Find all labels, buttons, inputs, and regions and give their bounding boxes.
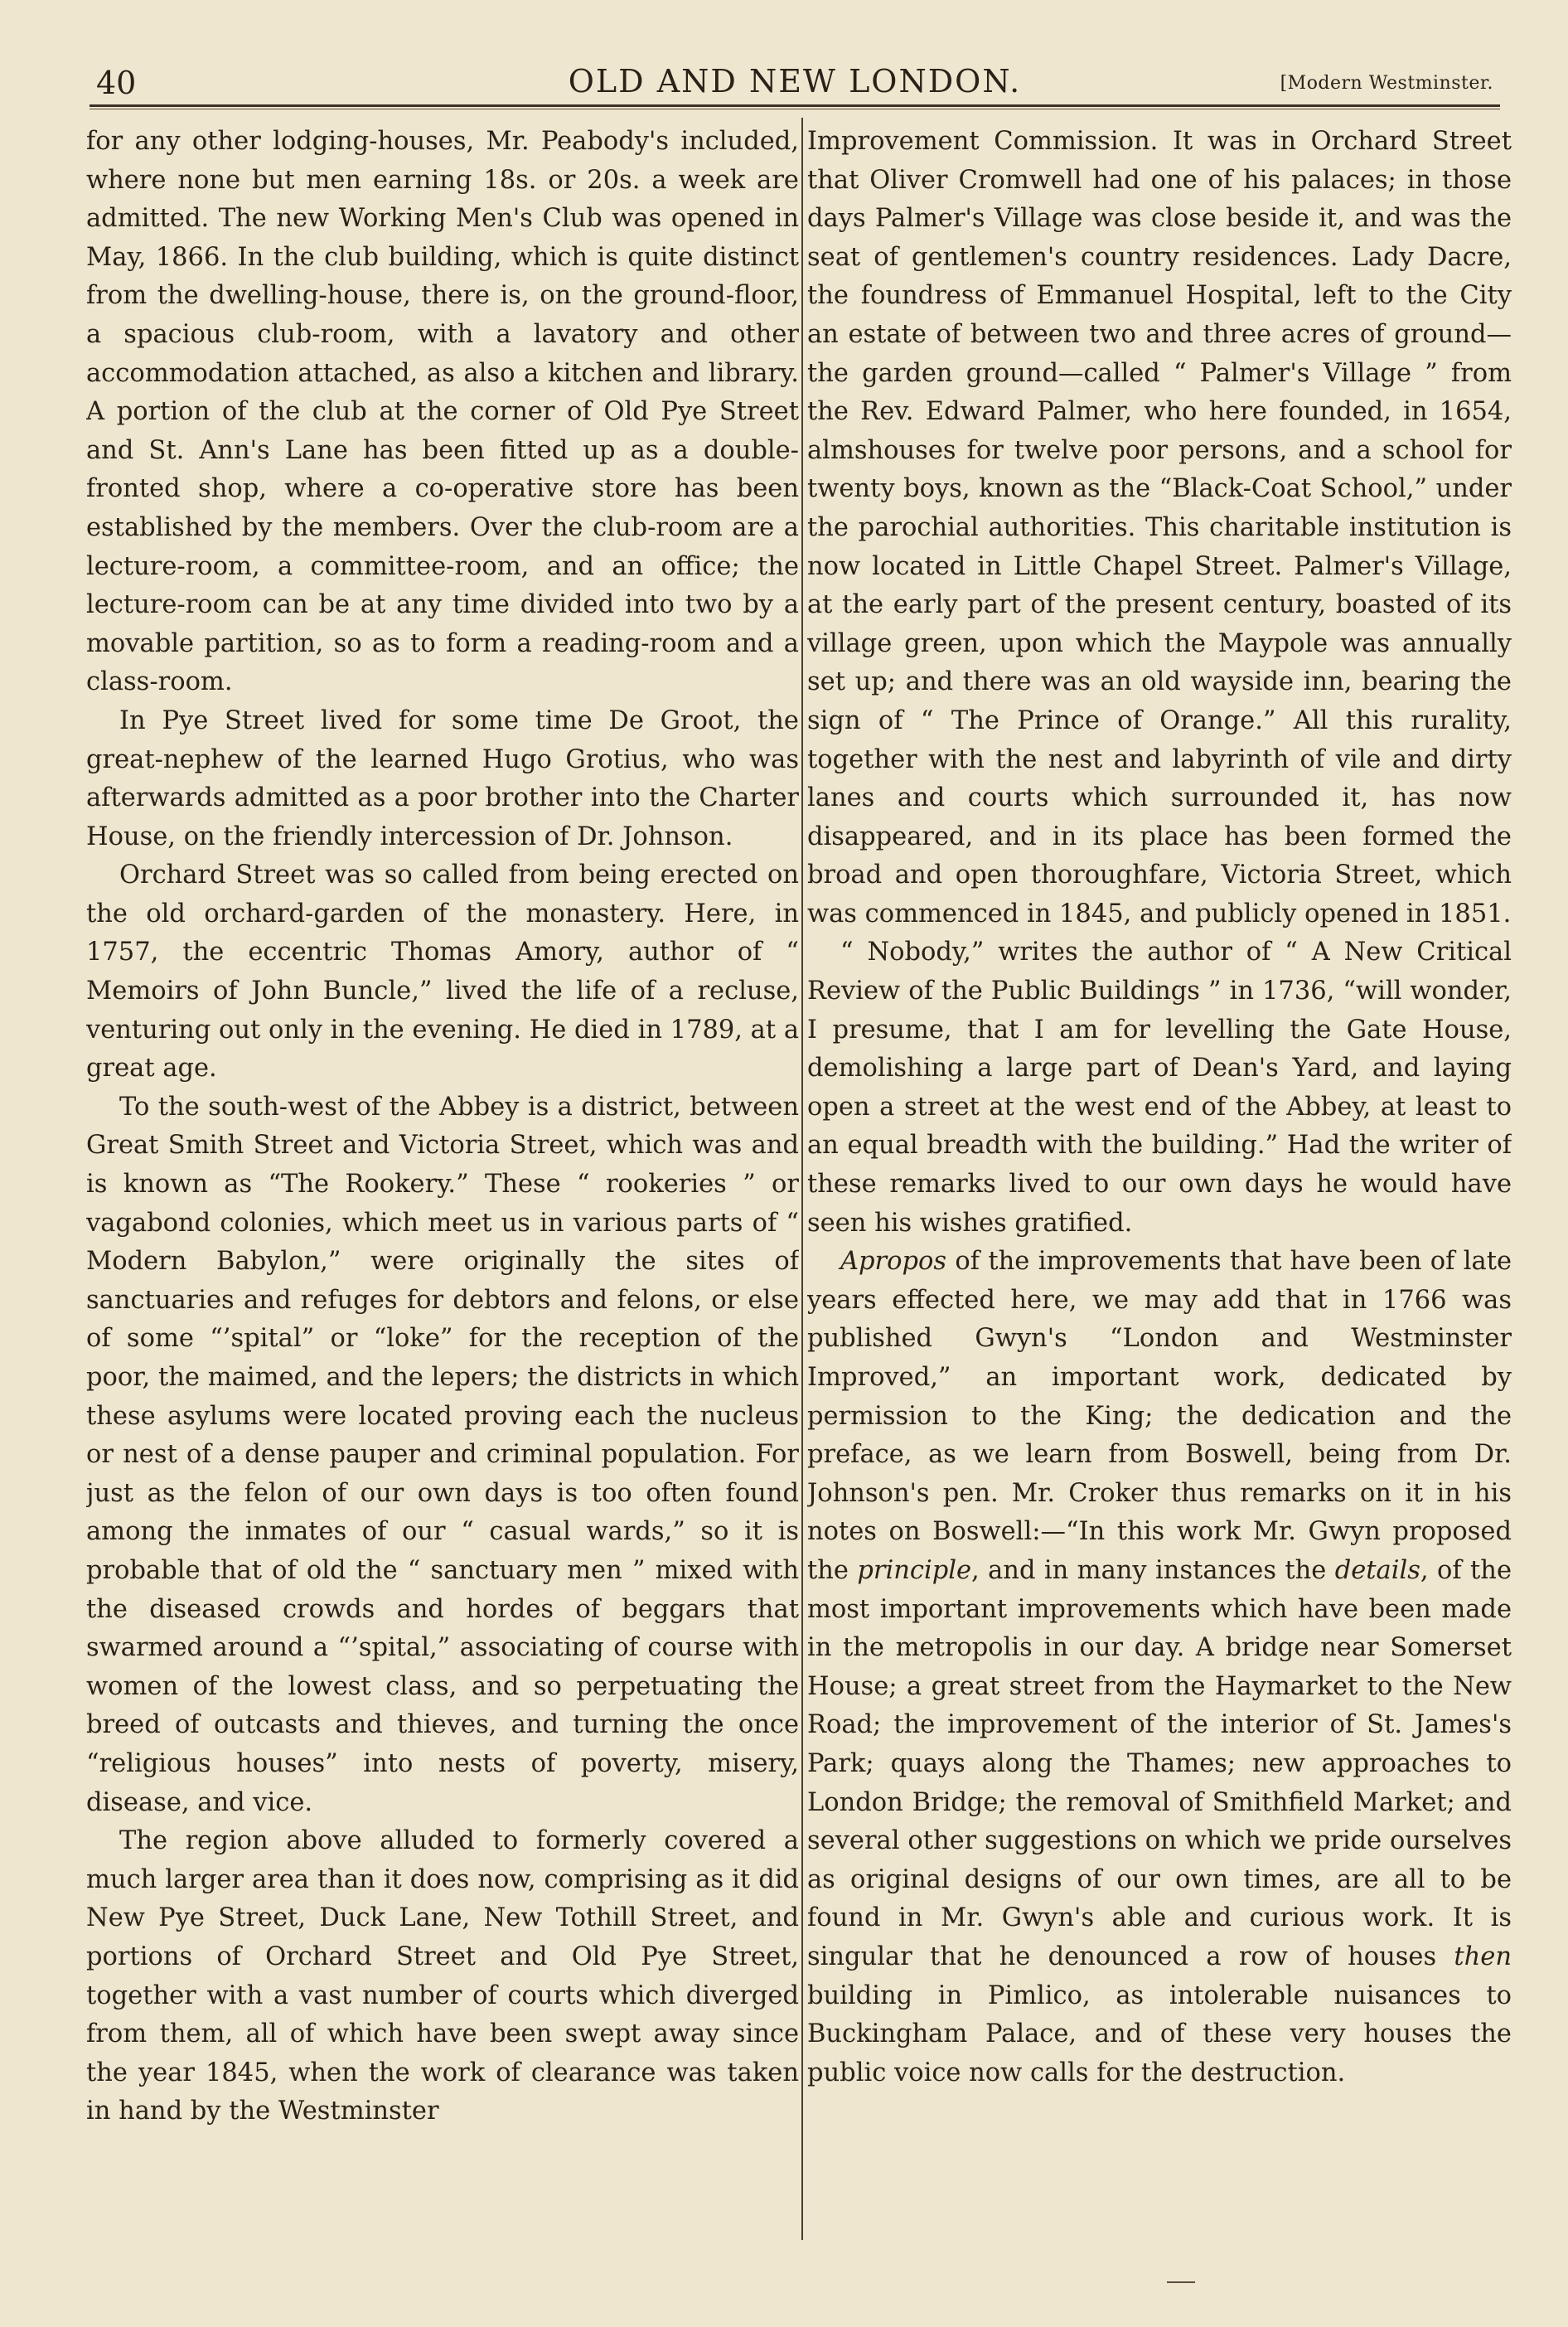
paragraph: Orchard Street was so called from being erected on the old orchard-garden of the monastery. Here, in 1757, the eccentric Thomas Amory, author of “ Memoirs of John Buncle,” lived the life of a recluse, venturing out only in the evening. He died in 1789, at a great age.	[86, 861, 799, 1084]
section-heading: [Modern Westminster.	[1280, 73, 1493, 94]
paragraph: To the south-west of the Abbey is a district, between Great Smith Street and Victoria Street, which was and is known as “The Rookery.” These “ rookeries ” or vagabond colonies, which meet us in various parts of “ Modern Babylon,” were originally the sites of sanctuaries and refuges for debtors and felons, or else of some “’spital” or “loke” for the reception of the poor, the maimed, and the lepers; the districts in which these asylums were located proving each the nucleus or nest of a dense pauper and criminal population. For just as the felon of our own days is too often found among the inmates of our “ casual wards,” so it is probable that of old the “ sanctuary men ” mixed with the diseased crowds and hordes of beggars that swarmed around a “’spital,” associating of course with women of the lowest class, and so perpetuating the breed of outcasts and thieves, and turning the once “religious houses” into nests of poverty, misery, disease, and vice.	[86, 1092, 799, 1817]
text-run: , of the most important improvements which have been made in the metropolis in our day. A bridge near Somerset House; a great street from the Haymarket to the New Road; the improvement of the interior of St. James's Park; quays along the Thames; new approaches to London Bridge; the removal of Smithfield Market; and several other suggestions on which we pride ourselves as original designs of our own times, are all to be found in Mr. Gwyn's able and curious work. It is singular that he denounced a row of houses	[807, 1555, 1512, 1971]
paragraph: In Pye Street lived for some time De Groot, the great-nephew of the learned Hugo Grotius, who was afterwards admitted as a poor brother into the Charter House, on the friendly intercession of Dr. Johnson.	[86, 705, 799, 851]
paragraph: for any other lodging-houses, Mr. Peabody's included, where none but men earning 18s. or 20s. a week are admitted. The new Working Men's Club was opened in May, 1866. In the club building, which is quite distinct from the dwelling-house, there is, on the ground-floor, a spacious club-room, with a lavatory and other accommodation attached, as also a kitchen and library. A portion of the club at the corner of Old Pye Street and St. Ann's Lane has been fitted up as a double-fronted shop, where a co-operative store has been established by the members. Over the club-room are a lecture-room, a committee-room, and an office; the lecture-room can be at any time divided into two by a movable partition, so as to form a reading-room and a class-room.	[86, 127, 799, 697]
paragraph: Improvement Commission. It was in Orchard Street that Oliver Cromwell had one of his palaces; in those days Palmer's Village was close beside it, and was the seat of gentlemen's country residences. Lady Dacre, the foundress of Emmanuel Hospital, left to the City an estate of between two and three acres of ground—the garden ground—called “ Palmer's Village ” from the Rev. Edward Palmer, who here founded, in 1654, almshouses for twelve poor persons, and a school for twenty boys, known as the “Black-Coat School,” under the parochial authorities. This charitable institution is now located in Little Chapel Street. Palmer's Village, at the early part of the present century, boasted of its village green, upon which the Maypole was annually set up; and there was an old wayside inn, bearing the sign of “ The Prince of Orange.” All this rurality, together with the nest and labyrinth of vile and dirty lanes and courts which surrounded it, has now disappeared, and in its place has been formed the broad and open thoroughfare, Victoria Street, which was commenced in 1845, and publicly opened in 1851.	[807, 127, 1512, 928]
text-run: , and in many instances the	[971, 1555, 1335, 1585]
page-number: 40	[96, 65, 137, 101]
header-rule	[90, 104, 1500, 107]
running-title: OLD AND NEW LONDON.	[568, 63, 1022, 99]
paragraph: “ Nobody,” writes the author of “ A New Critical Review of the Public Buildings ” in 1736, “will wonder, I presume, that I am for levelling the Gate House, demolishing a large part of Dean's Yard, and laying open a street at the west end of the Abbey, at least to an equal breadth with the building.” Had the writer of these remarks lived to our own days he would have seen his wishes gratified.	[807, 938, 1512, 1238]
text-run: building in Pimlico, as intolerable nuisances to Buckingham Palace, and of these very houses the public voice now calls for the destruction.	[807, 1980, 1512, 2087]
italic-word: principle	[857, 1555, 972, 1585]
paragraph: The region above alluded to formerly covered a much larger area than it does now, comprising as it did New Pye Street, Duck Lane, New Tothill Street, and portions of Orchard Street and Old Pye Street, together with a vast number of courts which diverged from them, all of which have been swept away since the year 1845, when the work of clearance was taken in hand by the Westminster	[86, 1826, 799, 2126]
text-run: of the improvements that have been of late years effected here, we may add that in 1766 was published Gwyn's “London and Westminster Improved,” an important work, dedicated by permission to the King; the dedication and the preface, as we learn from Boswell, being from Dr. Johnson's pen. Mr. Croker thus remarks on it in his notes on Boswell:—“In this work Mr. Gwyn proposed the	[807, 1247, 1512, 1585]
italic-word: then	[1454, 1942, 1512, 1971]
left-column	[86, 123, 799, 2245]
page-header	[90, 58, 1500, 101]
italic-word: Apropos	[840, 1247, 947, 1277]
footer-mark	[1167, 2281, 1195, 2283]
column-divider	[801, 118, 803, 2240]
right-column	[807, 123, 1512, 2245]
italic-word: details	[1334, 1555, 1420, 1585]
paragraph	[807, 1243, 1512, 2092]
